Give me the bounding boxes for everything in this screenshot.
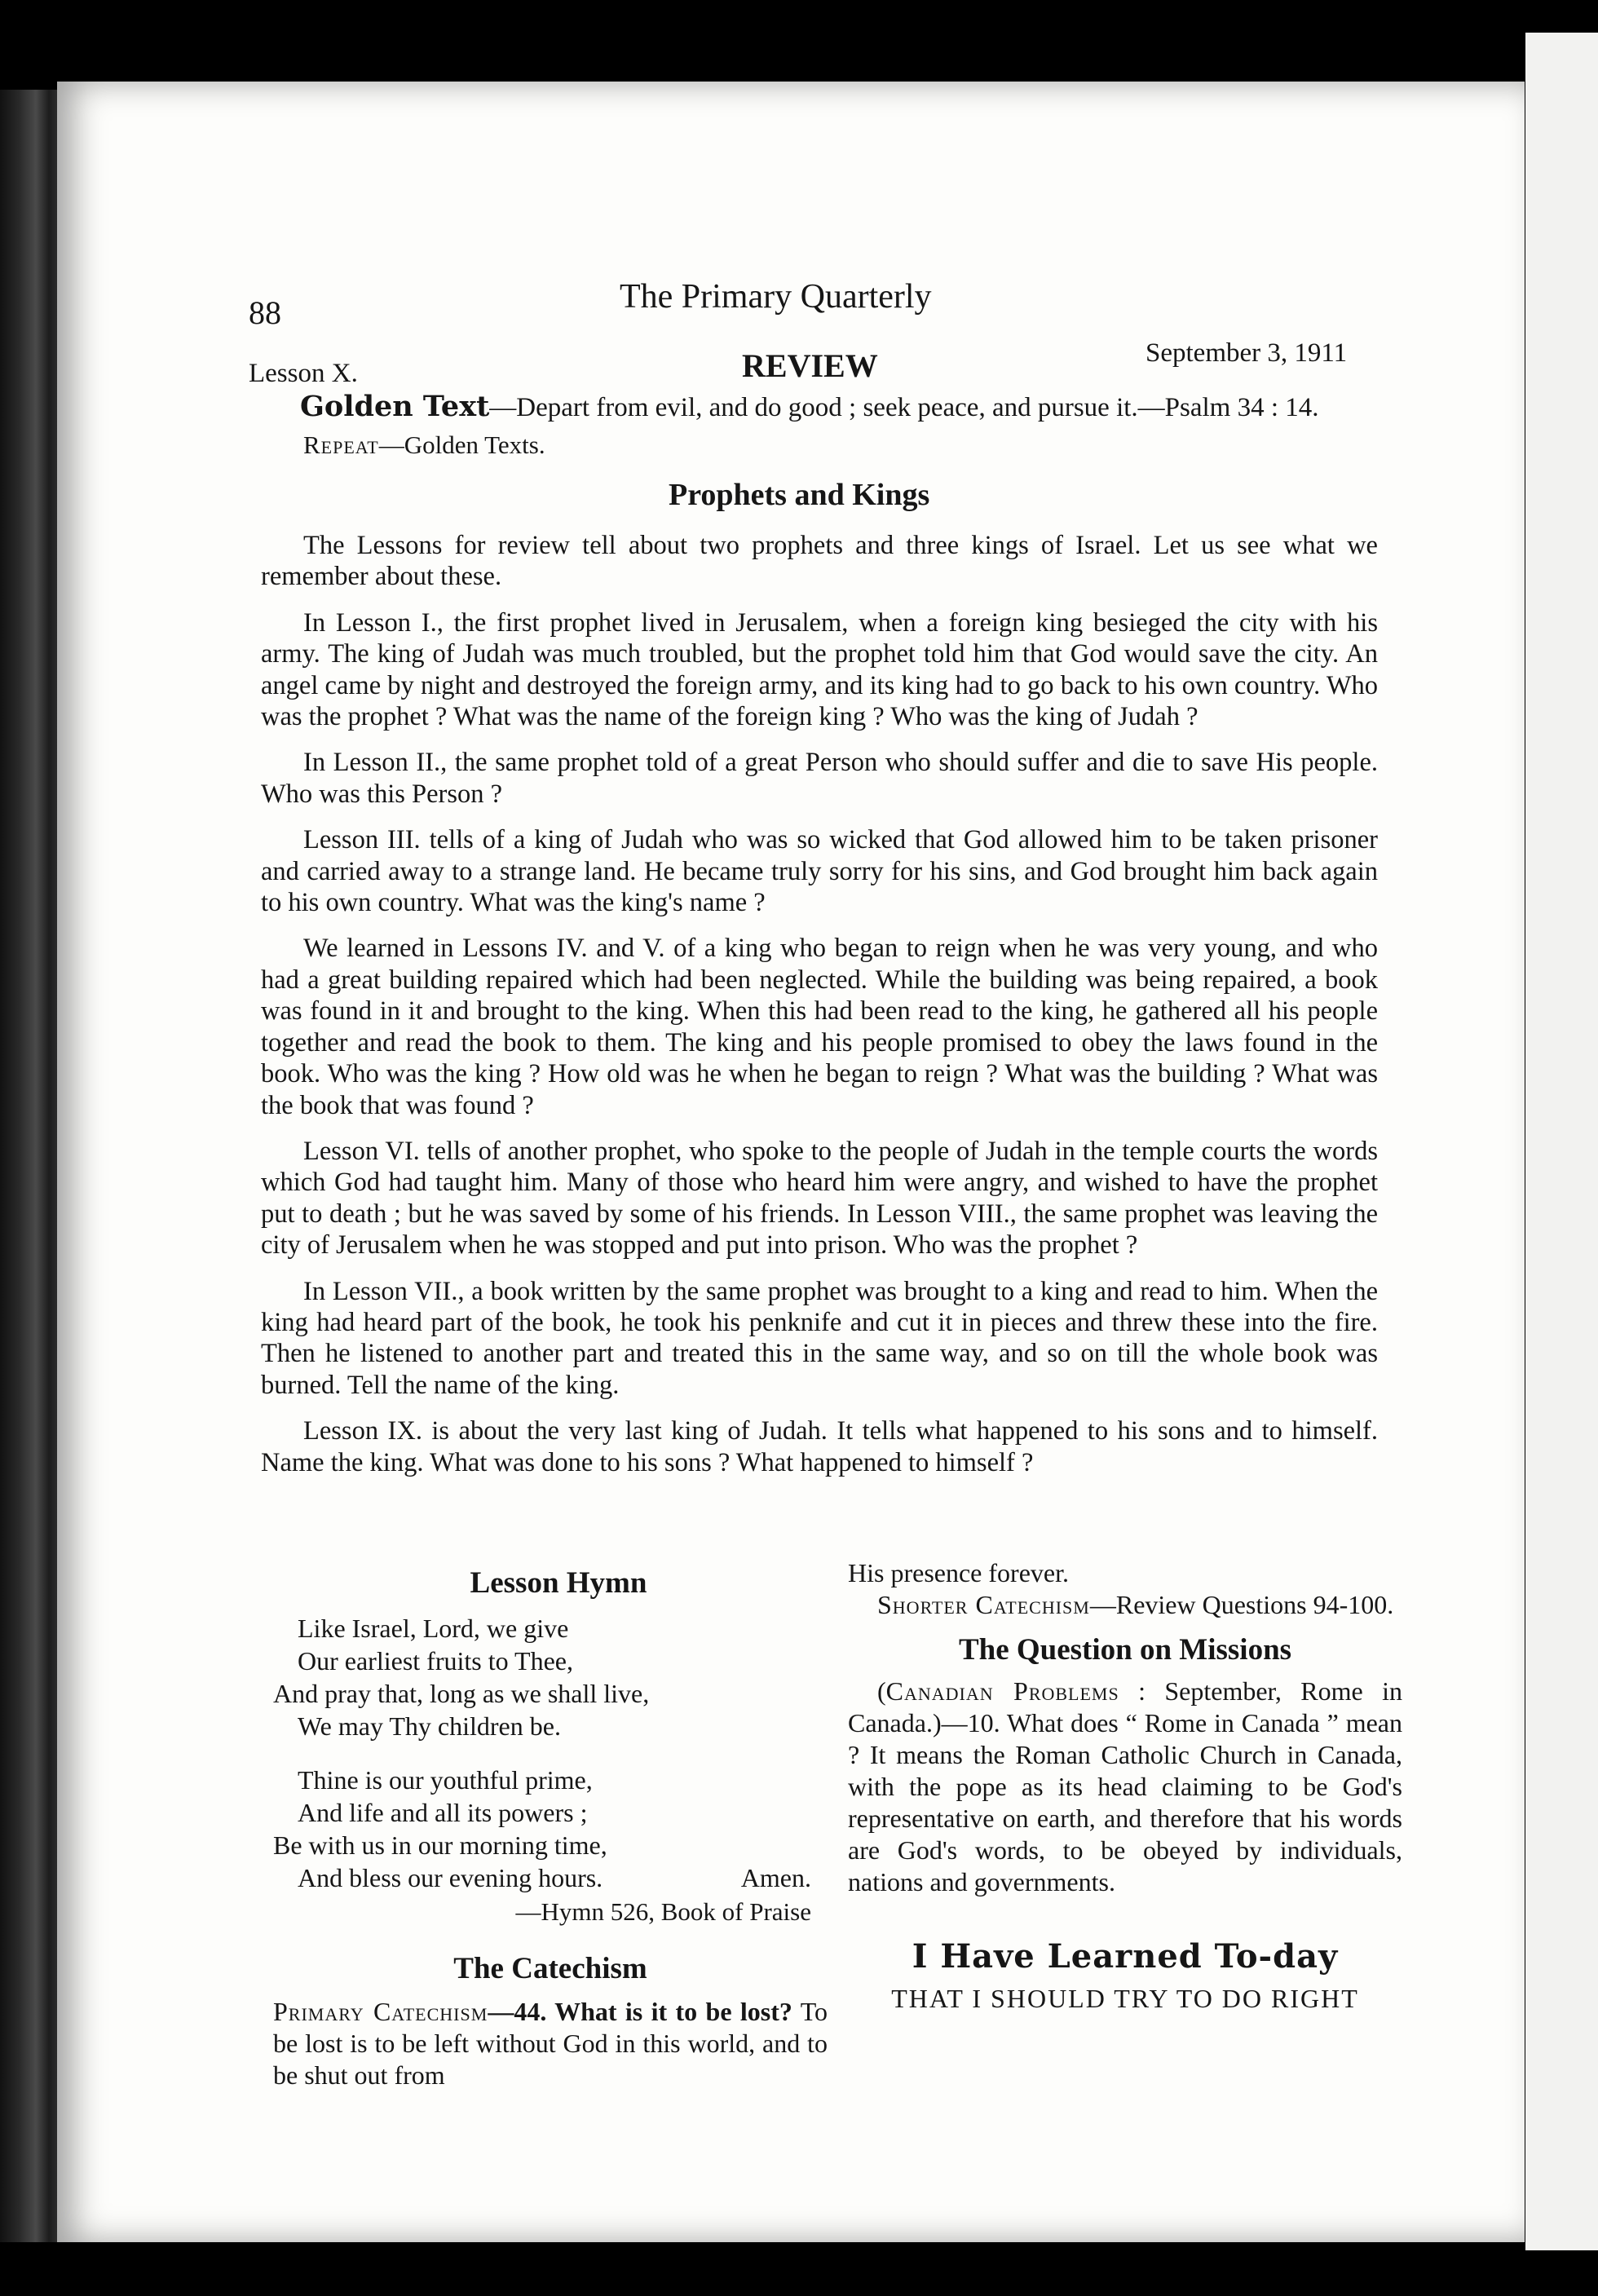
golden-text-label: Golden Text: [300, 390, 490, 423]
catechism-answer: To be lost is to be left without God in this world, and to be shut out from: [273, 1997, 828, 2090]
paragraph: In Lesson I., the first prophet lived in Jerusalem, when a foreign king besieged the city with his army. The king of Judah was much troubled, but the prophet told him that God would save the city. An angel came by night and destroyed the foreign army, and its king had to go back to his own country. Who was the prophet ? What was the name of the foreign king ? Who was the king of Judah ?: [261, 607, 1378, 732]
shorter-catechism-label: Shorter Catechism: [877, 1590, 1090, 1619]
hymn-stanza-2: [273, 1764, 828, 1894]
learned-today-text: THAT I SHOULD TRY TO DO RIGHT: [891, 1984, 1359, 2013]
missions-body: : September, Rome in Canada.)—10. What does “ Rome in Canada ” mean ? It means the Roman Catholic Church in Canada, with the pope as its head claiming to be God's representative on earth, and therefore that his words are God's words, to be obeyed by individuals, nations and governments.: [848, 1676, 1403, 1896]
missions-text: (Canadian Problems : September, Rome in Canada.)—10. What does “ Rome in Canada ” mean ? It means the Roman Catholic Church in Canada, with the pope as its head claiming to be God's representative on earth, and therefore that his words are God's words, to be obeyed by individuals, nations and governments.: [848, 1676, 1403, 1896]
catechism-title: The Catechism: [453, 1952, 647, 1985]
section-title: Prophets and Kings: [669, 478, 930, 512]
missions-label: Canadian Problems: [885, 1676, 1119, 1706]
catechism-label: Primary Catechism: [273, 1997, 488, 2026]
paragraph: We learned in Lessons IV. and V. of a king who began to reign when he was very young, and who had a great building repaired which had been neglected. While the building was being repaired, a book was found in it and brought to the king. When this had been read to the king, he gathered all his people together and read the book to them. The king and his people promised to obey the laws found in the book. Who was the king ? How old was he when he began to reign ? What was the building ? What was the book that was found ?: [261, 934, 1378, 1120]
facing-page-edge: [1523, 33, 1598, 2250]
hymn-line: Thine is our youthful prime,: [298, 1765, 593, 1795]
hymn-line: Our earliest fruits to Thee,: [298, 1646, 573, 1676]
review-body: [261, 530, 1378, 1493]
paragraph: Lesson VI. tells of another prophet, who spoke to the people of Judah in the temple courts the words which God had taught him. Many of those who heard him were angry, and wished to have the prophet put to death ; but he was saved by some of his friends. In Lesson VIII., the same prophet was leaving the city of Jerusalem when he was stopped and put into prison. Who was the prophet ?: [261, 1136, 1378, 1261]
hymn-stanza-1: [273, 1612, 828, 1742]
catechism-question: —44. What is it to be lost?: [488, 1997, 792, 2026]
missions-title: The Question on Missions: [958, 1633, 1292, 1667]
golden-text-body: —Depart from evil, and do good ; seek peace, and pursue it.—Psalm 34 : 14.: [489, 393, 1319, 422]
hymn-line: And life and all its powers ;: [298, 1798, 588, 1827]
hymn-line: And pray that, long as we shall live,: [273, 1679, 650, 1708]
page-number: 88: [249, 294, 281, 331]
repeat-label: Repeat: [303, 430, 379, 459]
shorter-catechism: [848, 1589, 1402, 1621]
catechism-continuation: His presence forever.: [848, 1558, 1069, 1587]
hymn-line: Like Israel, Lord, we give: [298, 1614, 569, 1643]
running-head: The Primary Quarterly: [620, 278, 932, 316]
paragraph: The Lessons for review tell about two prophets and three kings of Israel. Let us see what we remember about these.: [261, 531, 1378, 592]
lesson-title: REVIEW: [742, 347, 878, 384]
hymn-credit: —Hymn 526, Book of Praise: [515, 1897, 811, 1926]
book-spine-edge: [0, 90, 65, 2242]
repeat-line: [303, 430, 545, 460]
hymn-title: Lesson Hymn: [470, 1566, 647, 1600]
hymn-amen: Amen.: [740, 1863, 811, 1892]
paragraph: In Lesson VII., a book written by the same prophet was brought to a king and read to him. When the king had heard part of the book, he took his penknife and cut it in pieces and threw these into the fire. Then he listened to another part and treated this in the same way, and so on till the whole book was burned. Tell the name of the king.: [261, 1276, 1378, 1400]
golden-text: [300, 390, 1319, 423]
lesson-date: September 3, 1911: [1146, 338, 1348, 368]
paragraph: In Lesson II., the same prophet told of a great Person who should suffer and die to save His people. Who was this Person ?: [261, 748, 1378, 809]
right-column: [848, 1557, 1402, 2014]
shorter-catechism-text: —Review Questions 94-100.: [1089, 1590, 1394, 1619]
hymn-line-last: [273, 1861, 828, 1894]
paragraph: Lesson IX. is about the very last king of Judah. It tells what happened to his sons and to himself. Name the king. What was done to his sons ? What happened to himself ?: [261, 1416, 1378, 1477]
hymn-line: We may Thy children be.: [298, 1711, 561, 1741]
repeat-text: —Golden Texts.: [378, 430, 545, 459]
catechism-text: [273, 1996, 828, 2091]
learned-today-title: I Have Learned To-day: [912, 1937, 1339, 1976]
paragraph: Lesson III. tells of a king of Judah who was so wicked that God allowed him to be taken prisoner and carried away to a strange land. He became truly sorry for his sins, and God brought him back again to his own country. What was the king's name ?: [261, 825, 1378, 918]
hymn-line: And bless our evening hours.: [298, 1863, 603, 1892]
left-column: [273, 1565, 828, 2091]
lesson-number: Lesson X.: [249, 359, 358, 388]
hymn-line: Be with us in our morning time,: [273, 1830, 607, 1860]
